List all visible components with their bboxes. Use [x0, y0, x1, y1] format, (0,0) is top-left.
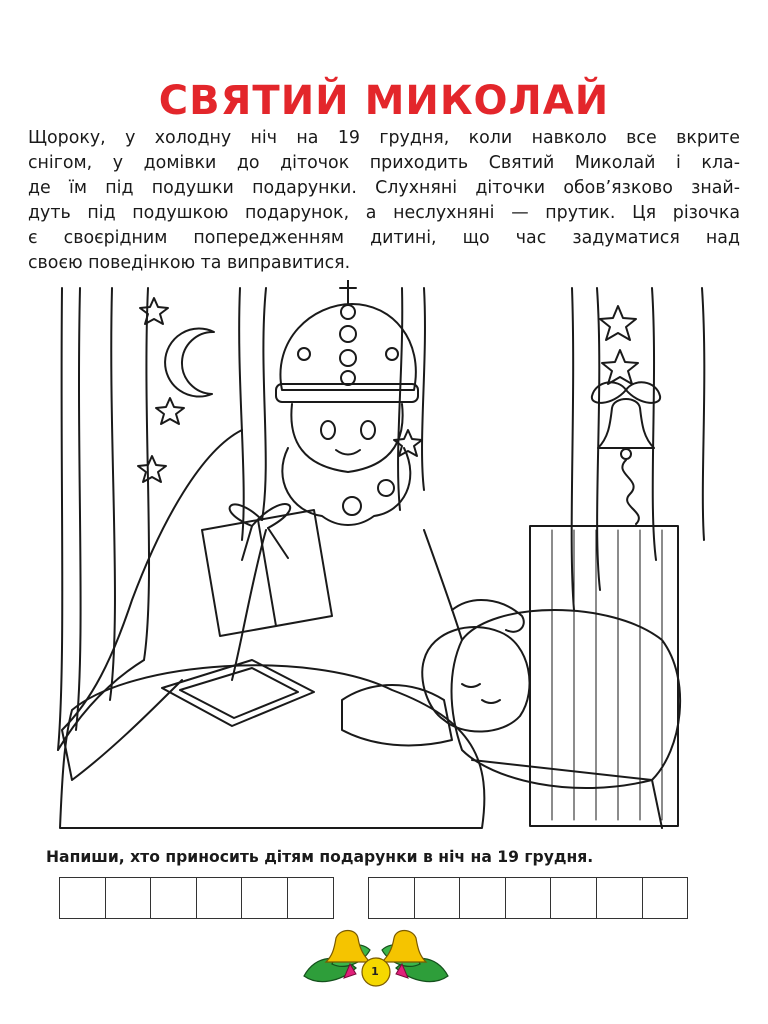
coloring-illustration: [52, 280, 714, 832]
letter-box[interactable]: [643, 877, 689, 919]
paragraph-line: є своєрідним попередженням дитині, що час задуматися над: [28, 228, 740, 248]
letter-box[interactable]: [151, 877, 197, 919]
sleeping-child: [342, 627, 530, 745]
letter-box[interactable]: [106, 877, 152, 919]
gift-icon: [202, 504, 332, 636]
paragraph-line: своєю поведінкою та виправитися.: [28, 253, 351, 273]
curtain-middle: [239, 288, 425, 540]
letter-box[interactable]: [597, 877, 643, 919]
paragraph-line: де їм під подушки подарунки. Слухняні діточки обов’язково знай-: [28, 178, 740, 198]
letter-box[interactable]: [415, 877, 461, 919]
story-paragraph: [28, 126, 740, 276]
mitre-icon: [276, 280, 418, 402]
paragraph-line: Щороку, у холодну ніч на 19 грудня, коли навколо все вкрите: [28, 128, 740, 148]
star-icon: [138, 456, 166, 482]
letter-box[interactable]: [288, 877, 334, 919]
page-number: 1: [371, 965, 379, 978]
letter-box[interactable]: [506, 877, 552, 919]
letter-box[interactable]: [368, 877, 415, 919]
moon-icon: [165, 329, 214, 397]
star-icon: [600, 306, 636, 340]
page-title: СВЯТИЙ МИКОЛАЙ: [158, 78, 610, 124]
star-icon: [140, 298, 168, 324]
star-icon: [156, 398, 184, 424]
letter-box[interactable]: [59, 877, 106, 919]
bell-icon: [592, 382, 660, 524]
answer-boxes-word-1: [59, 877, 334, 919]
saint-robe: [232, 530, 462, 680]
answer-boxes-word-2: [368, 877, 688, 919]
paragraph-line: снігом, у домівки до діточок приходить Святий Миколай і кла-: [28, 153, 740, 173]
saint-face: [291, 404, 402, 472]
star-icon: [602, 350, 638, 384]
letter-box[interactable]: [242, 877, 288, 919]
letter-box[interactable]: [460, 877, 506, 919]
question-prompt: Напиши, хто приносить дітям подарунки в ніч на 19 грудня.: [46, 848, 594, 866]
letter-box[interactable]: [551, 877, 597, 919]
letter-box[interactable]: [197, 877, 243, 919]
paragraph-line: дуть під подушкою подарунок, а неслухняні — прутик. Ця різочка: [28, 203, 740, 223]
saint-hand: [452, 600, 524, 632]
